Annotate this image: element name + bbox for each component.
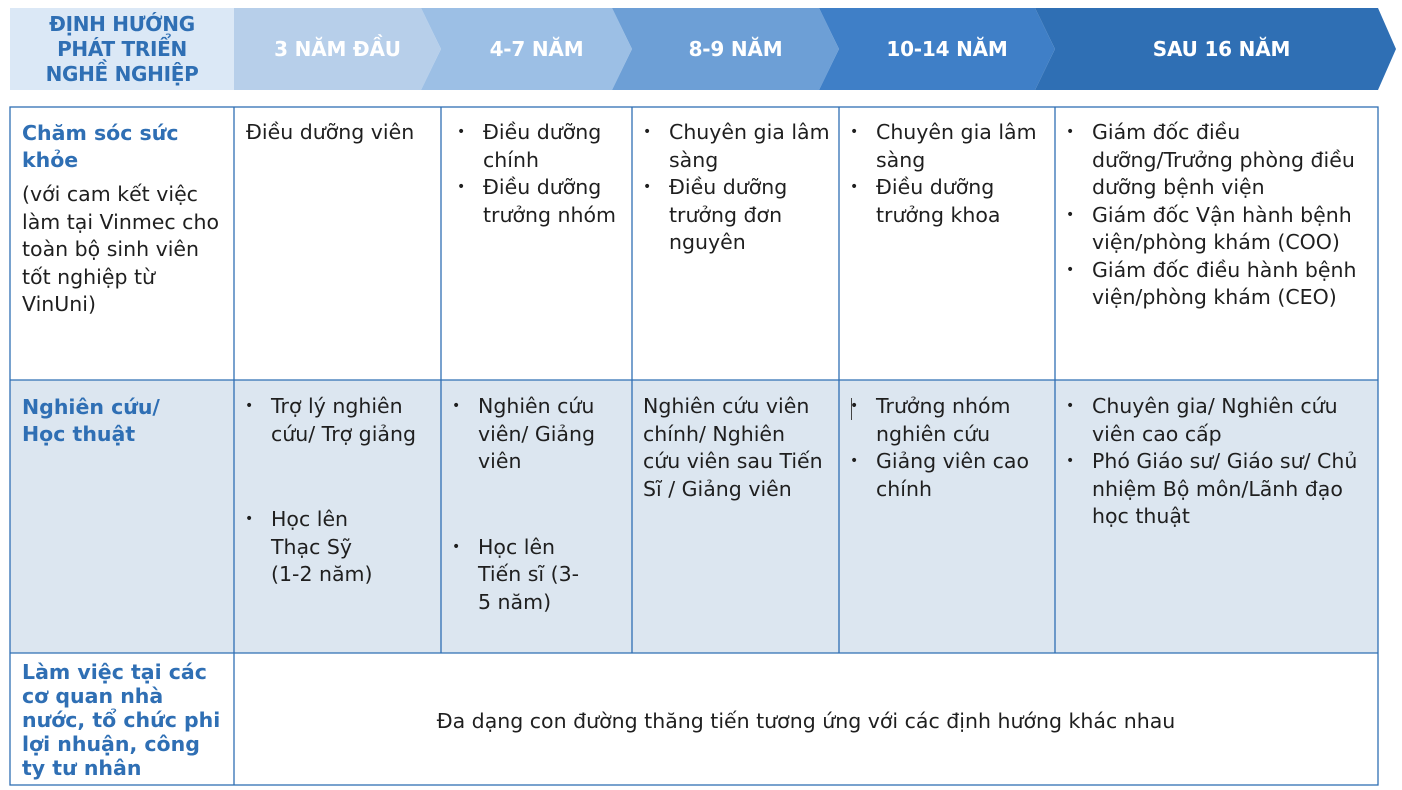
row-title-healthcare <box>22 120 227 319</box>
list-item: • Học lên Tiến sĩ (3-5 năm) <box>452 534 628 617</box>
list-item: • Phó Giáo sư/ Giáo sư/ Chủ nhiệm Bộ môn/Lãnh đạo học thuật <box>1066 448 1366 531</box>
list-item: • Điều dưỡng trưởng nhóm <box>457 174 629 229</box>
list-item: • Giám đốc Vận hành bệnh viện/phòng khám (COO) <box>1066 202 1376 257</box>
healthcare-title: Chăm sóc sức khỏe <box>22 121 179 172</box>
research-stage3: Nghiên cứu viên chính/ Nghiên cứu viên sau Tiến Sĩ / Giảng viên <box>643 394 823 501</box>
other-description: Đa dạng con đường thăng tiến tương ứng với các định hướng khác nhau <box>436 709 1176 733</box>
list-item: • Giảng viên cao chính <box>850 448 1050 503</box>
list-item: • Học lên Thạc Sỹ (1-2 năm) <box>245 506 435 589</box>
header-title: ĐỊNH HƯỚNG PHÁT TRIỂN NGHỀ NGHIỆP <box>10 8 234 90</box>
list-item: • Giám đốc điều hành bệnh viện/phòng khám (CEO) <box>1066 257 1376 312</box>
healthcare-stage4 <box>850 119 1050 229</box>
research-stage2 <box>452 393 628 616</box>
stage-label-5: SAU 16 NĂM <box>1152 37 1291 61</box>
list-item: • Điều dưỡng chính <box>457 119 629 174</box>
research-title: Nghiên cứu/ Học thuật <box>22 395 160 446</box>
list-item: • Trưởng nhóm nghiên cứu <box>850 393 1050 448</box>
stage-label-3: 8-9 NĂM <box>688 37 783 61</box>
list-item: • Trợ lý nghiên cứu/ Trợ giảng <box>245 393 435 448</box>
healthcare-note: (với cam kết việc làm tại Vinmec cho toàn bộ sinh viên tốt nghiệp từ VinUni) <box>22 182 219 316</box>
list-item: • Điều dưỡng trưởng đơn nguyên <box>643 174 835 257</box>
research-stage1 <box>245 393 435 589</box>
healthcare-stage2 <box>457 119 629 229</box>
stage-label-1: 3 NĂM ĐẦU <box>274 37 401 61</box>
list-item: • Nghiên cứu viên/ Giảng viên <box>452 393 628 476</box>
research-stage5 <box>1066 393 1366 531</box>
healthcare-stage1: Điều dưỡng viên <box>246 120 415 144</box>
list-item: • Điều dưỡng trưởng khoa <box>850 174 1050 229</box>
list-item: • Chuyên gia lâm sàng <box>643 119 835 174</box>
list-item: • Chuyên gia lâm sàng <box>850 119 1050 174</box>
list-item: • Giám đốc điều dưỡng/Trưởng phòng điều dưỡng bệnh viện <box>1066 119 1376 202</box>
stage-label-2: 4-7 NĂM <box>489 37 584 61</box>
other-title: Làm việc tại các cơ quan nhà nước, tổ chức phi lợi nhuận, công ty tư nhân <box>22 660 221 780</box>
stage-label-4: 10-14 NĂM <box>886 37 1008 61</box>
list-item: • Chuyên gia/ Nghiên cứu viên cao cấp <box>1066 393 1366 448</box>
research-stage4 <box>850 393 1050 503</box>
healthcare-stage5 <box>1066 119 1376 312</box>
healthcare-stage3 <box>643 119 835 257</box>
